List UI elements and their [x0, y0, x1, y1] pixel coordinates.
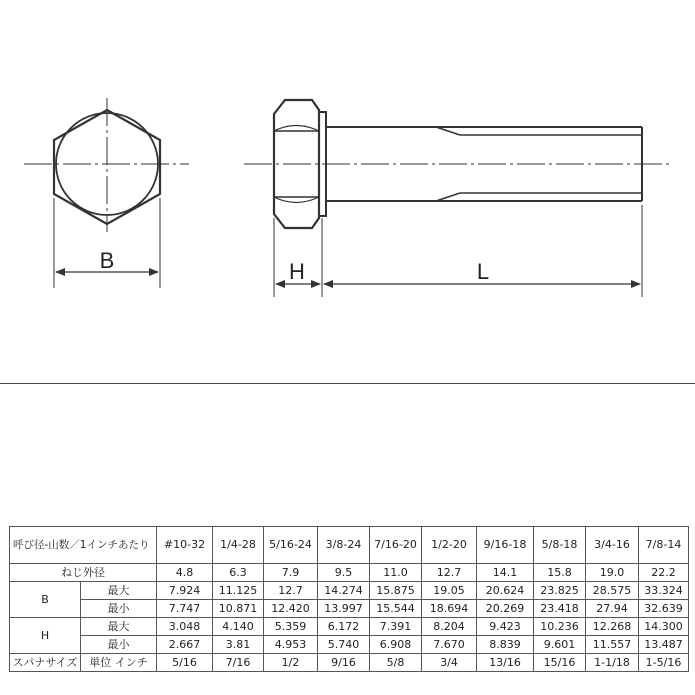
- b-group-label: B: [10, 582, 81, 618]
- thread-od-label: ねじ外径: [10, 564, 157, 582]
- table-cell: 14.1: [477, 564, 534, 582]
- table-cell: 11.557: [586, 636, 639, 654]
- table-cell: 8.204: [422, 618, 477, 636]
- table-cell: 28.575: [586, 582, 639, 600]
- table-cell: 18.694: [422, 600, 477, 618]
- head-arc-top: [274, 126, 319, 132]
- table-cell: 7.924: [157, 582, 213, 600]
- size-cell: 3/4-16: [586, 527, 639, 564]
- table-cell: 15.875: [370, 582, 422, 600]
- table-cell: 20.269: [477, 600, 534, 618]
- table-cell: 3.048: [157, 618, 213, 636]
- table-cell: 9.5: [318, 564, 370, 582]
- table-cell: 1-5/16: [639, 654, 689, 672]
- table-cell: 20.624: [477, 582, 534, 600]
- table-cell: 15/16: [534, 654, 586, 672]
- table-cell: 14.300: [639, 618, 689, 636]
- table-cell: 19.05: [422, 582, 477, 600]
- table-cell: 23.825: [534, 582, 586, 600]
- table-cell: 6.908: [370, 636, 422, 654]
- table-cell: 12.7: [422, 564, 477, 582]
- table-cell: 7.9: [264, 564, 318, 582]
- table-cell: 9.601: [534, 636, 586, 654]
- table-cell: 3.81: [213, 636, 264, 654]
- table-cell: 15.8: [534, 564, 586, 582]
- spanner-label: スパナサイズ: [10, 654, 81, 672]
- header-row: [10, 527, 689, 564]
- h-max-label: 最大: [81, 618, 157, 636]
- size-cell: 7/16-20: [370, 527, 422, 564]
- table-cell: 9/16: [318, 654, 370, 672]
- bolt-side-view: [244, 100, 672, 297]
- table-cell: 5.359: [264, 618, 318, 636]
- spanner-row: [10, 654, 689, 672]
- spanner-unit-label: 単位 インチ: [81, 654, 157, 672]
- table-cell: 5.740: [318, 636, 370, 654]
- table-cell: 11.125: [213, 582, 264, 600]
- h-min-label: 最小: [81, 636, 157, 654]
- table-cell: 13.487: [639, 636, 689, 654]
- runout-top: [436, 127, 460, 135]
- table-cell: 33.324: [639, 582, 689, 600]
- section-divider: [0, 383, 695, 384]
- table-cell: 5/16: [157, 654, 213, 672]
- size-cell: 1/2-20: [422, 527, 477, 564]
- table-cell: 23.418: [534, 600, 586, 618]
- table-cell: 12.7: [264, 582, 318, 600]
- size-cell: 3/8-24: [318, 527, 370, 564]
- b-dimension-label: B: [99, 248, 115, 273]
- table-cell: 6.3: [213, 564, 264, 582]
- table-cell: 22.2: [639, 564, 689, 582]
- table-cell: 7.670: [422, 636, 477, 654]
- size-cell: 1/4-28: [213, 527, 264, 564]
- b-min-label: 最小: [81, 600, 157, 618]
- table-cell: 11.0: [370, 564, 422, 582]
- hexagon-outline: [54, 110, 160, 224]
- table-cell: 2.667: [157, 636, 213, 654]
- table-cell: 13/16: [477, 654, 534, 672]
- table-cell: 9.423: [477, 618, 534, 636]
- table-cell: 12.268: [586, 618, 639, 636]
- table-cell: 13.997: [318, 600, 370, 618]
- table-cell: 10.236: [534, 618, 586, 636]
- table-cell: 15.544: [370, 600, 422, 618]
- size-cell: 9/16-18: [477, 527, 534, 564]
- thread-od-row: [10, 564, 689, 582]
- table-cell: 3/4: [422, 654, 477, 672]
- table-cell: 14.274: [318, 582, 370, 600]
- b-max-label: 最大: [81, 582, 157, 600]
- table-cell: 12.420: [264, 600, 318, 618]
- b-max-row: [10, 582, 689, 600]
- table-cell: 1-1/18: [586, 654, 639, 672]
- l-dimension-label: L: [476, 259, 490, 284]
- h-max-row: [10, 618, 689, 636]
- table-cell: 7.391: [370, 618, 422, 636]
- table-cell: 6.172: [318, 618, 370, 636]
- table-cell: 4.953: [264, 636, 318, 654]
- table-cell: 7/16: [213, 654, 264, 672]
- h-group-label: H: [10, 618, 81, 654]
- runout-bottom: [436, 193, 460, 201]
- b-min-row: [10, 600, 689, 618]
- table-cell: 1/2: [264, 654, 318, 672]
- table-cell: 8.839: [477, 636, 534, 654]
- size-cell: 5/8-18: [534, 527, 586, 564]
- table-cell: 19.0: [586, 564, 639, 582]
- size-cell: 5/16-24: [264, 527, 318, 564]
- header-label: 呼び径-山数／1インチあたり: [10, 527, 157, 564]
- table-cell: 10.871: [213, 600, 264, 618]
- size-cell: 7/8-14: [639, 527, 689, 564]
- size-cell: #10-32: [157, 527, 213, 564]
- head-arc-bottom: [274, 197, 319, 203]
- table-cell: 4.8: [157, 564, 213, 582]
- table-cell: 27.94: [586, 600, 639, 618]
- spec-table: [9, 526, 689, 672]
- table-cell: 4.140: [213, 618, 264, 636]
- h-min-row: [10, 636, 689, 654]
- h-dimension-label: H: [289, 259, 305, 284]
- table-cell: 7.747: [157, 600, 213, 618]
- table-cell: 32.639: [639, 600, 689, 618]
- table-cell: 5/8: [370, 654, 422, 672]
